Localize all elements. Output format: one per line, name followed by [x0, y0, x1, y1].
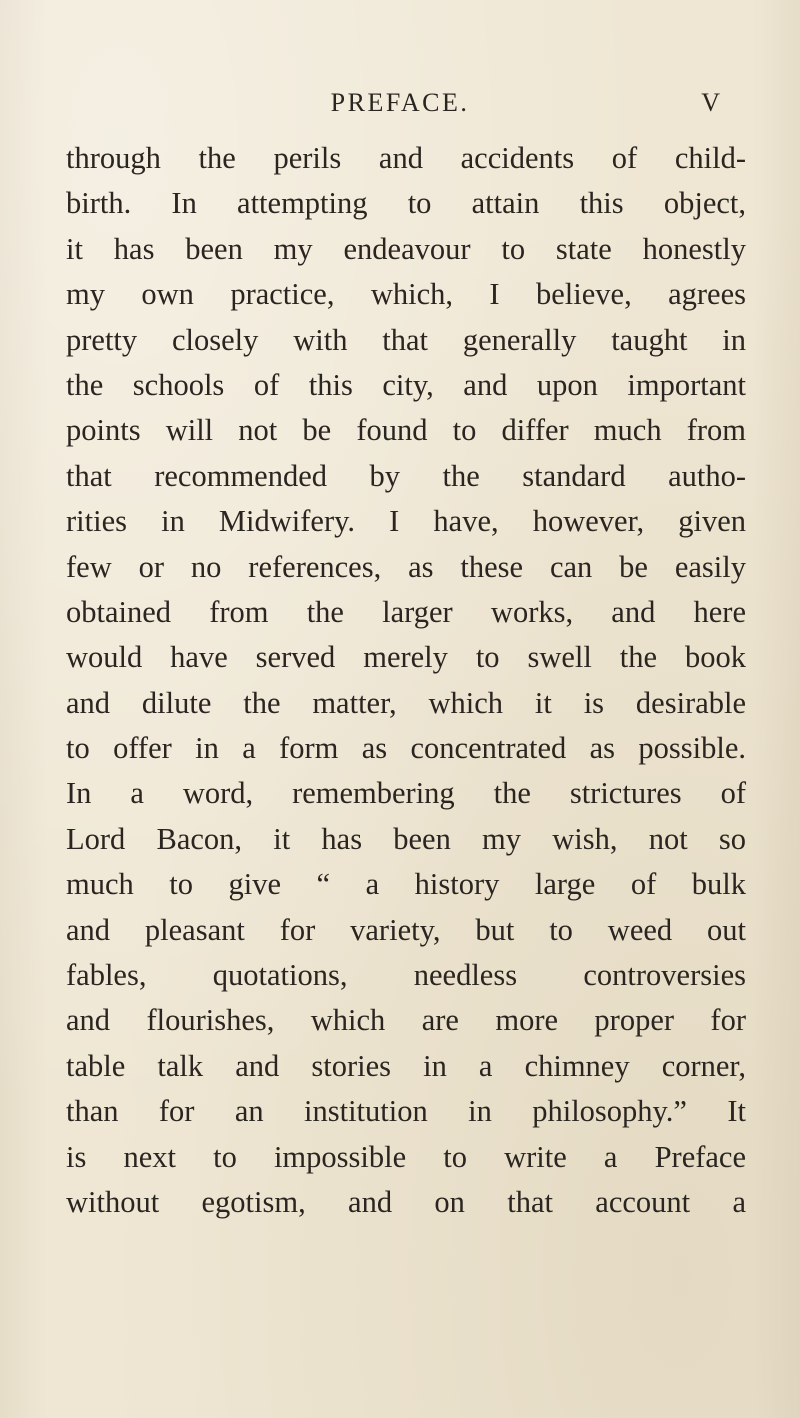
text-line: through the perils and accidents of child-	[66, 141, 746, 175]
text-line: birth. In attempting to attain this object,	[66, 186, 746, 221]
text-line: Lord Bacon, it has been my wish, not so	[66, 821, 746, 856]
text-line: than for an institution in philosophy.” It	[66, 1094, 746, 1129]
text-line: In a word, remembering the strictures of	[66, 776, 746, 811]
text-line: it has been my endeavour to state honestly	[66, 231, 746, 266]
text-line: and dilute the matter, which it is desirable	[66, 685, 746, 720]
text-line: fables, quotations, needless controversies	[66, 958, 746, 993]
text-line: my own practice, which, I believe, agrees	[66, 277, 746, 312]
text-line: much to give “ a history large of bulk	[66, 867, 746, 902]
text-line: pretty closely with that generally taught in	[66, 322, 746, 357]
text-line: rities in Midwifery. I have, however, given	[66, 504, 746, 539]
text-line: is next to impossible to write a Preface	[66, 1139, 746, 1174]
page-title: PREFACE.	[330, 88, 470, 117]
text-line: table talk and stories in a chimney corner,	[66, 1048, 746, 1083]
running-header	[60, 88, 740, 124]
text-line: without egotism, and on that account a	[66, 1184, 746, 1219]
text-line: that recommended by the standard autho-	[66, 458, 746, 493]
body-text	[66, 136, 746, 1225]
text-line: the schools of this city, and upon important	[66, 367, 746, 402]
text-line: points will not be found to differ much from	[66, 413, 746, 448]
text-line: few or no references, as these can be easily	[66, 549, 746, 584]
text-line: would have served merely to swell the book	[66, 640, 746, 675]
text-line: and pleasant for variety, but to weed out	[66, 912, 746, 947]
text-line: to offer in a form as concentrated as possible.	[66, 731, 746, 766]
text-line: and flourishes, which are more proper for	[66, 1003, 746, 1038]
page-number: V	[701, 88, 720, 117]
text-line: obtained from the larger works, and here	[66, 594, 746, 629]
